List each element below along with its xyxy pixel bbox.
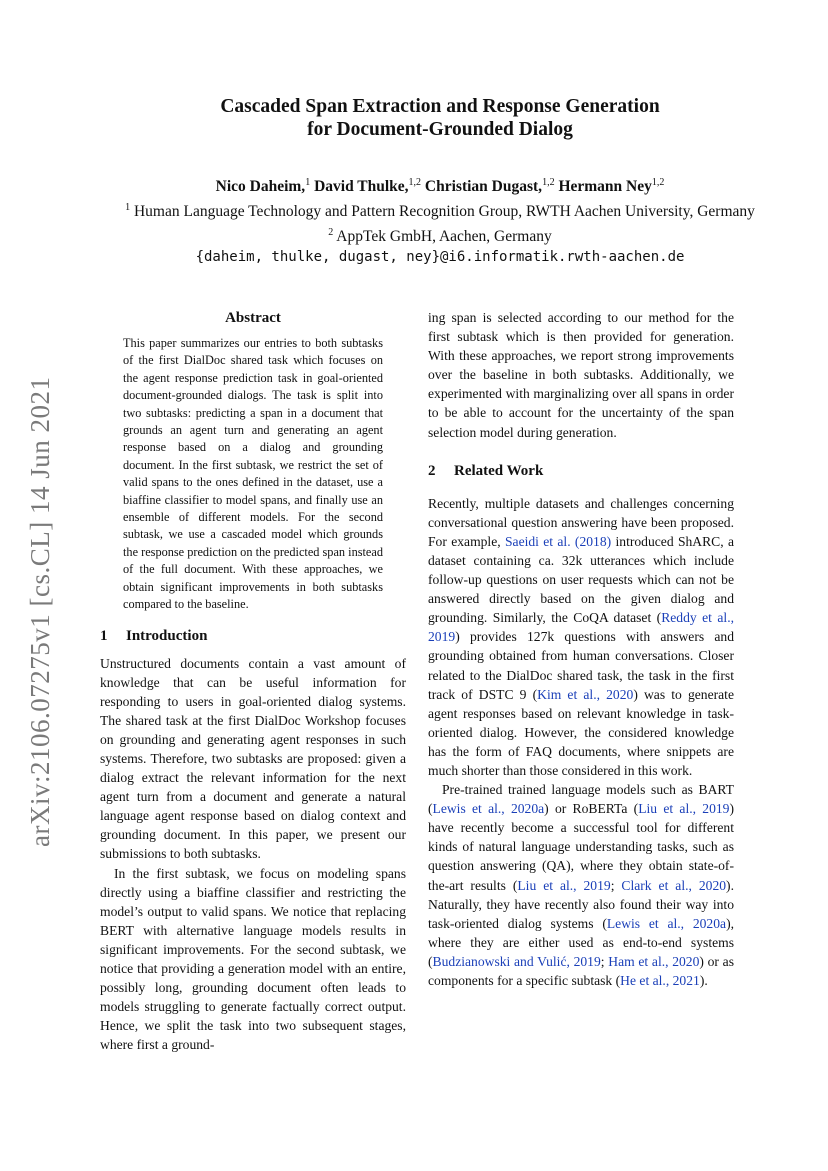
- related-paragraph-1: [428, 494, 734, 780]
- author-3: Christian Dugast,: [424, 178, 543, 196]
- author-1-affil: 1: [305, 177, 311, 188]
- affiliation-1-mark: 1: [125, 202, 131, 214]
- author-4-affil: 1,2: [651, 177, 665, 188]
- affiliation-2-mark: 2: [328, 227, 334, 239]
- citation-link[interactable]: Lewis et al., 2020a: [606, 915, 727, 931]
- text-run: ). Naturally, they have recently also found their way into task-oriented dialog systems (: [428, 877, 734, 931]
- section-title: Related Work: [454, 462, 544, 479]
- section-number: 1: [100, 627, 108, 644]
- section-title: Introduction: [126, 627, 208, 644]
- text-run: Recently, multiple datasets and challenges concerning conversational question answering have been proposed. For example,: [428, 495, 734, 549]
- intro-paragraph-1: Unstructured documents contain a vast amount of knowledge that can be useful information for responding to users in goal-oriented dialog systems. The shared task at the first DialDoc Workshop focuses on grounding and generating agent responses in such systems. Therefore, two subtasks are proposed: given a dialog extract the relevant information for the next agent turn from a document and generate a natural language agent response based on dialog context and grounding document. In this paper, we present our submissions to both subtasks.: [100, 655, 406, 862]
- intro-paragraph-continued: ing span is selected according to our method for the first subtask which is then provided for generation. With these approaches, we report strong improvements over the baseline in both subtasks. Additionally, we experimented with marginalizing over all spans in order to be able to account for the uncertainty of the span selection model during generation.: [428, 310, 734, 440]
- author-2-affil: 1,2: [408, 177, 422, 188]
- citation-link[interactable]: Saeidi et al. (2018): [504, 533, 612, 549]
- author-4: Hermann Ney: [558, 178, 652, 196]
- text-run: ;: [610, 877, 622, 893]
- author-emails: {daheim, thulke, dugast, ney}@i6.informatik.rwth-aachen.de: [195, 249, 685, 266]
- text-run: ;: [600, 953, 609, 969]
- abstract-text: This paper summarizes our entries to both subtasks of the first DialDoc shared task which focuses on the agent response prediction task in goal-oriented document-grounded dialogs. The task is split into two subtasks: predicting a span in a document that grounds an agent turn and generating an agent response based on a dialog and grounding document. In the first subtask, we restrict the set of valid spans to the ones defined in the dataset, use a biaffine classifier to model spans, and finally use an ensemble of different models. For the second subtask, we use a cascaded model which grounds the response prediction on the predicted span instead of the full document. With these approaches, we obtain significant improvements in both subtasks compared to the baseline.: [123, 336, 383, 612]
- text-run: ).: [699, 973, 708, 988]
- author-3-affil: 1,2: [542, 177, 555, 188]
- affiliation-1-text: Human Language Technology and Pattern Recognition Group, RWTH Aachen University, Germany: [133, 203, 755, 221]
- related-paragraph-2: [428, 780, 734, 990]
- citation-link[interactable]: Reddy et al., 2019: [428, 610, 734, 645]
- section-related-work-heading: [428, 463, 734, 480]
- right-column: [428, 308, 734, 990]
- author-names: [80, 172, 800, 197]
- title-line-1: Cascaded Span Extraction and Response Generation: [220, 96, 660, 117]
- citation-link[interactable]: Liu et al., 2019: [517, 877, 611, 893]
- text-run: introduced ShARC, a dataset containing ca. 32k utterances which include follow-up questions on user requests which can not be answered directly based on the given dialog and grounding. Similarly, the CoQA dataset (: [428, 533, 734, 626]
- text-run: Pre-trained trained language models such as BART (: [428, 782, 734, 817]
- citation-link[interactable]: He et al., 2021: [620, 973, 700, 988]
- citation-link[interactable]: Kim et al., 2020: [537, 686, 634, 702]
- author-block: [80, 172, 800, 268]
- paper-title: [120, 95, 760, 141]
- intro-paragraph-2: In the first subtask, we focus on modeling spans directly using a biaffine classifier and restricting the model’s output to valid spans. We notice that replacing BERT with alternative language models results in significant improvements. For the second subtask, we notice that providing a generation model with an entire, possibly long, grounding document often leads to models struggling to generate factually correct output. Hence, we split the task into two subsequent stages, where first a ground-: [100, 865, 406, 1053]
- left-column: [100, 308, 406, 1054]
- citation-link[interactable]: Budzianowski and Vulić, 2019: [432, 953, 601, 969]
- arxiv-identifier: arXiv:2106.07275v1 [cs.CL] 14 Jun 2021: [25, 376, 55, 848]
- citation-link[interactable]: Ham et al., 2020: [608, 953, 700, 969]
- affiliation-2: [80, 222, 800, 247]
- text-run: ) provides 127k questions with answers and grounding obtained from human conversations. Closer related to the DialDoc shared task, the task in the first track of DSTC 9 (: [428, 629, 734, 702]
- affiliation-2-text: AppTek GmbH, Aachen, Germany: [336, 228, 552, 246]
- affiliation-1: [80, 197, 800, 222]
- author-1: Nico Daheim,: [215, 178, 306, 196]
- text-run: ) have recently become a successful tool for different kinds of natural language understanding tasks, such as question answering (QA), where they obtain state-of-the-art results (: [428, 801, 734, 893]
- text-run: ), where they are either used as end-to-end systems (: [428, 915, 734, 969]
- title-line-2: for Document-Grounded Dialog: [307, 119, 573, 140]
- citation-link[interactable]: Lewis et al., 2020a: [432, 801, 545, 817]
- abstract-heading: Abstract: [225, 310, 281, 326]
- text-run: ) was to generate agent responses based on relevant knowledge in task-oriented dialog. However, the considered knowledge has the form of FAQ documents, where snippets are much shorter than those considered in this work.: [428, 686, 734, 778]
- section-number: 2: [428, 462, 436, 479]
- section-introduction-heading: [100, 628, 406, 645]
- text-run: ) or RoBERTa (: [544, 801, 639, 817]
- text-run: ) or as components for a specific subtask (: [428, 953, 734, 988]
- author-2: David Thulke,: [314, 178, 409, 196]
- citation-link[interactable]: Clark et al., 2020: [621, 877, 727, 893]
- citation-link[interactable]: Liu et al., 2019: [638, 801, 730, 817]
